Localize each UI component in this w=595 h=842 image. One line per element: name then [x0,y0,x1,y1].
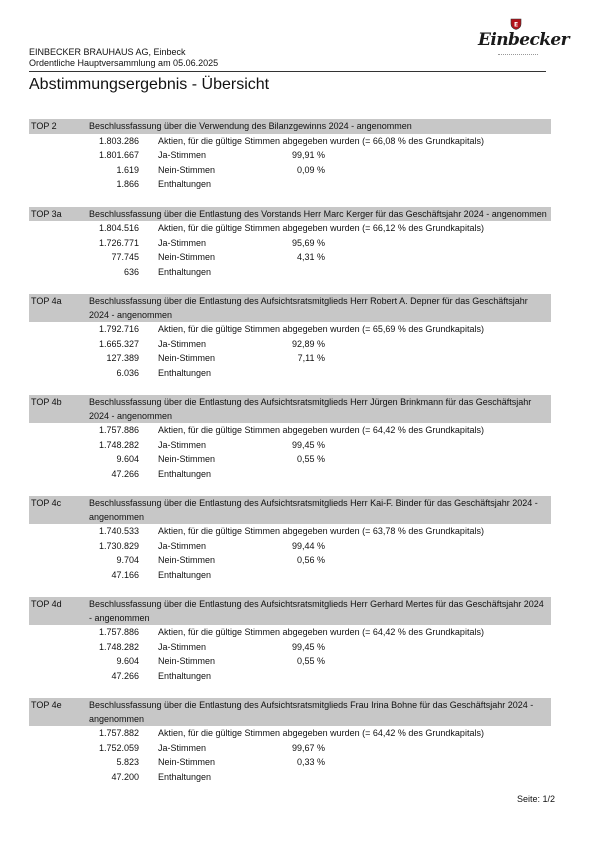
agenda-item-header [29,294,551,322]
agenda-item-id: TOP 4e [31,700,62,710]
yes-votes-row [29,337,551,352]
yes-votes-label: Ja-Stimmen [158,237,207,248]
valid-shares-count: 1.757.886 [98,425,139,435]
abstentions-row [29,177,551,192]
no-votes-percent: 0,56 % [296,555,325,565]
no-votes-percent: 0,55 % [296,454,325,464]
agenda-item-title: Beschlussfassung über die Entlastung des Aufsichtsratsmitglieds Herr Robert A. Depner für das Geschäftsjahr 2024 - angenommen [89,296,528,320]
yes-votes-count: 1.801.667 [98,150,139,160]
abstentions-count: 47.166 [111,569,139,580]
valid-shares-row [29,134,551,149]
agenda-item-id: TOP 4b [31,397,62,407]
abstentions-label: Enthaltungen [158,670,212,681]
no-votes-percent: 4,31 % [296,252,325,262]
abstentions-row [29,669,551,684]
agenda-item [29,119,551,192]
agenda-item-title: Beschlussfassung über die Verwendung des Bilanzgewinns 2024 - angenommen [89,121,412,131]
svg-text:E: E [513,21,519,29]
agenda-item-title: Beschlussfassung über die Entlastung des Aufsichtsratsmitglieds Herr Gerhard Mertes für das Geschäftsjahr 2024 - angenommen [89,599,544,623]
valid-shares-label: Aktien, für die gültige Stimmen abgegeben wurden (= 63,78 % des Grundkapitals) [158,526,484,536]
yes-votes-count: 1.752.059 [98,742,139,753]
header-divider [29,71,546,72]
abstentions-count: 636 [123,266,139,277]
abstentions-count: 47.266 [111,468,139,479]
valid-shares-label: Aktien, für die gültige Stimmen abgegeben wurden (= 66,12 % des Grundkapitals) [158,223,484,233]
valid-shares-row [29,625,551,640]
yes-votes-count: 1.748.282 [98,439,139,450]
valid-shares-label: Aktien, für die gültige Stimmen abgegeben wurden (= 64,42 % des Grundkapitals) [158,425,484,435]
abstentions-count: 47.200 [111,771,139,782]
agenda-item-header [29,207,551,222]
document-header [29,47,218,69]
company-name: EINBECKER BRAUHAUS AG, Einbeck [29,47,186,57]
yes-votes-label: Ja-Stimmen [158,439,207,450]
agenda-item [29,597,551,683]
valid-shares-label: Aktien, für die gültige Stimmen abgegeben wurden (= 65,69 % des Grundkapitals) [158,324,484,334]
no-votes-row [29,553,551,568]
einbecker-logo [478,18,569,60]
agenda-item-title: Beschlussfassung über die Entlastung des Aufsichtsratsmitglieds Herr Jürgen Brinkmann für das Geschäftsjahr 2024 - angenommen [89,397,532,421]
no-votes-label: Nein-Stimmen [158,555,216,565]
agenda-item-header [29,597,551,625]
abstentions-label: Enthaltungen [158,569,212,580]
yes-votes-count: 1.665.327 [98,338,139,349]
no-votes-percent: 0,55 % [296,656,325,666]
agenda-item [29,294,551,380]
yes-votes-row [29,539,551,554]
voting-results-list [29,119,551,799]
valid-shares-count: 1.792.716 [98,324,139,334]
no-votes-label: Nein-Stimmen [158,353,216,363]
yes-votes-row [29,741,551,756]
abstentions-count: 47.266 [111,670,139,681]
valid-shares-row [29,221,551,236]
no-votes-count: 9.604 [116,656,139,666]
yes-votes-count: 1.726.771 [98,237,139,248]
no-votes-label: Nein-Stimmen [158,164,216,175]
agenda-item-title: Beschlussfassung über die Entlastung des Aufsichtsratsmitglieds Frau Irina Bohne für das Geschäftsjahr 2024 - angenommen [89,700,534,724]
agenda-item-header [29,496,551,524]
no-votes-percent: 0,09 % [296,164,325,175]
no-votes-label: Nein-Stimmen [158,656,216,666]
abstentions-count: 1.866 [116,179,139,189]
valid-shares-count: 1.757.886 [98,627,139,637]
yes-votes-label: Ja-Stimmen [158,150,207,160]
abstentions-row [29,265,551,280]
yes-votes-count: 1.730.829 [98,540,139,551]
no-votes-label: Nein-Stimmen [158,454,216,464]
abstentions-row [29,366,551,381]
abstentions-row [29,467,551,482]
agenda-item [29,496,551,582]
yes-votes-row [29,438,551,453]
no-votes-row [29,755,551,770]
yes-votes-row [29,148,551,163]
yes-votes-percent: 99,45 % [291,439,325,450]
agenda-item-header [29,119,551,134]
yes-votes-percent: 95,69 % [291,237,325,248]
no-votes-row [29,163,551,178]
agenda-item-id: TOP 4c [31,498,62,508]
abstentions-count: 6.036 [116,367,139,378]
valid-shares-label: Aktien, für die gültige Stimmen abgegeben wurden (= 66,08 % des Grundkapitals) [158,135,484,146]
agenda-item-id: TOP 4a [31,296,62,306]
valid-shares-row [29,726,551,741]
abstentions-label: Enthaltungen [158,468,212,479]
meeting-date: Ordentliche Hauptversammlung am 05.06.2025 [29,58,219,68]
yes-votes-percent: 99,45 % [291,641,325,652]
abstentions-row [29,568,551,583]
abstentions-label: Enthaltungen [158,179,212,189]
no-votes-count: 1.619 [116,164,139,175]
valid-shares-label: Aktien, für die gültige Stimmen abgegeben wurden (= 64,42 % des Grundkapitals) [158,627,484,637]
agenda-item-title: Beschlussfassung über die Entlastung des Vorstands Herr Marc Kerger für das Geschäftsjahr 2024 - angenommen [89,208,547,219]
valid-shares-count: 1.804.516 [98,223,139,233]
yes-votes-count: 1.748.282 [98,641,139,652]
valid-shares-label: Aktien, für die gültige Stimmen abgegeben wurden (= 64,42 % des Grundkapitals) [158,728,484,738]
yes-votes-label: Ja-Stimmen [158,338,207,349]
no-votes-row [29,250,551,265]
logo-underline [498,54,538,56]
agenda-item-id: TOP 3a [31,208,62,219]
agenda-item-id: TOP 2 [31,121,57,131]
yes-votes-percent: 99,67 % [291,742,325,753]
agenda-item [29,395,551,481]
valid-shares-row [29,322,551,337]
crest-icon [510,18,522,30]
no-votes-percent: 0,33 % [296,757,325,767]
valid-shares-count: 1.757.882 [98,728,139,738]
yes-votes-row [29,640,551,655]
no-votes-row [29,654,551,669]
page-number: Seite: 1/2 [516,794,555,804]
agenda-item [29,207,551,280]
agenda-item-header [29,395,551,423]
valid-shares-count: 1.803.286 [98,135,139,146]
no-votes-count: 77.745 [111,252,139,262]
agenda-item [29,698,551,784]
no-votes-count: 9.704 [116,555,139,565]
valid-shares-row [29,524,551,539]
page-title: Abstimmungsergebnis - Übersicht [29,76,270,93]
yes-votes-percent: 99,91 % [291,150,325,160]
yes-votes-percent: 99,44 % [291,540,325,551]
abstentions-label: Enthaltungen [158,266,212,277]
yes-votes-label: Ja-Stimmen [158,742,207,753]
no-votes-row [29,452,551,467]
valid-shares-count: 1.740.533 [98,526,139,536]
logo-wordmark: Einbecker [478,30,569,50]
no-votes-count: 5.823 [116,757,139,767]
no-votes-row [29,351,551,366]
yes-votes-label: Ja-Stimmen [158,641,207,652]
abstentions-row [29,770,551,785]
yes-votes-percent: 92,89 % [291,338,325,349]
no-votes-count: 127.389 [106,353,139,363]
valid-shares-row [29,423,551,438]
agenda-item-id: TOP 4d [31,599,62,609]
yes-votes-row [29,236,551,251]
yes-votes-label: Ja-Stimmen [158,540,207,551]
no-votes-label: Nein-Stimmen [158,757,216,767]
abstentions-label: Enthaltungen [158,367,212,378]
no-votes-percent: 7,11 % [297,353,325,363]
agenda-item-title: Beschlussfassung über die Entlastung des Aufsichtsratsmitglieds Herr Kai-F. Binder für das Geschäftsjahr 2024 - angenommen [89,498,538,522]
agenda-item-header [29,698,551,726]
no-votes-label: Nein-Stimmen [158,252,216,262]
abstentions-label: Enthaltungen [158,771,212,782]
no-votes-count: 9.604 [116,454,139,464]
